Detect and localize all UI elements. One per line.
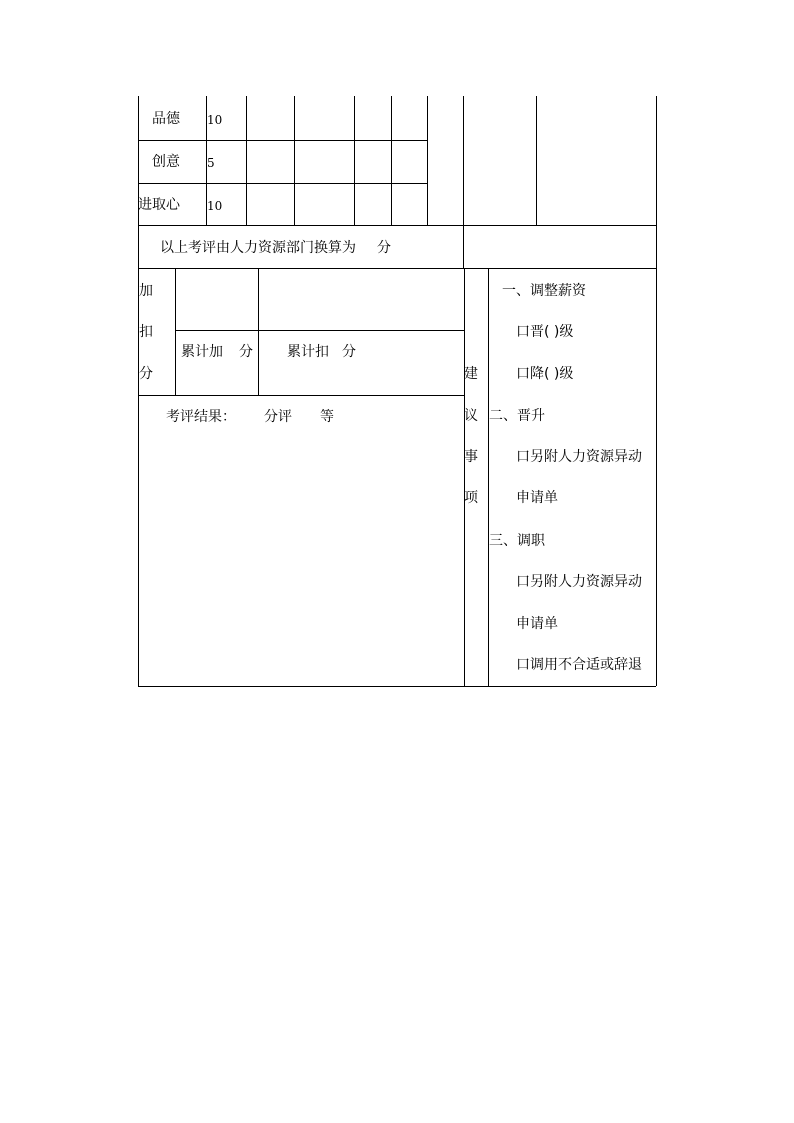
grid-line [138, 686, 656, 687]
adjust-label-char: 扣 [139, 324, 153, 340]
result-score-unit: 分评 [264, 409, 292, 425]
conversion-note: 以上考评由人力资源部门换算为 [160, 240, 356, 256]
adjust-label-char: 加 [139, 283, 153, 299]
grid-line [138, 183, 428, 184]
row-item-label: 品德 [152, 111, 180, 127]
grid-line [656, 96, 657, 686]
grid-line [294, 96, 295, 225]
suggestion-label-char: 建 [464, 366, 478, 382]
deduct-total-label: 累计扣 [287, 344, 329, 360]
suggestion-label-char: 议 [464, 408, 478, 424]
grid-line [464, 268, 465, 686]
suggestion-item: 口降( )级 [516, 366, 574, 382]
suggestion-item: 申请单 [516, 490, 558, 506]
suggestion-item: 一、调整薪资 [502, 283, 586, 299]
row-score: 10 [207, 113, 223, 127]
row-item-label: 进取心 [138, 197, 180, 213]
suggestion-label-char: 事 [464, 449, 478, 465]
suggestion-item: 口另附人力资源异动 [516, 449, 642, 465]
grid-line [354, 96, 355, 225]
conversion-unit: 分 [377, 240, 391, 256]
deduct-total-unit: 分 [342, 344, 356, 360]
suggestion-item: 口另附人力资源异动 [516, 574, 642, 590]
grid-line [138, 395, 464, 396]
add-total-label: 累计加 [181, 344, 223, 360]
grid-line [175, 330, 464, 331]
grid-line [391, 96, 392, 225]
add-total-unit: 分 [239, 344, 253, 360]
row-score: 10 [207, 199, 223, 213]
row-score: 5 [207, 156, 215, 170]
grid-line [427, 96, 428, 225]
grid-line [246, 96, 247, 225]
suggestion-item: 二、晋升 [489, 408, 545, 424]
grid-line [536, 96, 537, 225]
suggestion-item: 三、调职 [489, 533, 545, 549]
result-grade-unit: 等 [320, 409, 334, 425]
suggestion-item: 申请单 [516, 616, 558, 632]
adjust-label-char: 分 [139, 366, 153, 382]
row-item-label: 创意 [152, 154, 180, 170]
grid-line [138, 140, 428, 141]
grid-line [138, 268, 656, 269]
suggestion-item: 口晋( )级 [516, 324, 574, 340]
grid-line [258, 268, 259, 395]
grid-line [138, 96, 139, 686]
suggestion-label-char: 项 [464, 490, 478, 506]
grid-line [138, 225, 656, 226]
result-label: 考评结果： [166, 409, 236, 425]
grid-line [175, 268, 176, 395]
grid-line [488, 268, 489, 686]
suggestion-item: 口调用不合适或辞退 [516, 657, 642, 673]
grid-line [463, 96, 464, 268]
